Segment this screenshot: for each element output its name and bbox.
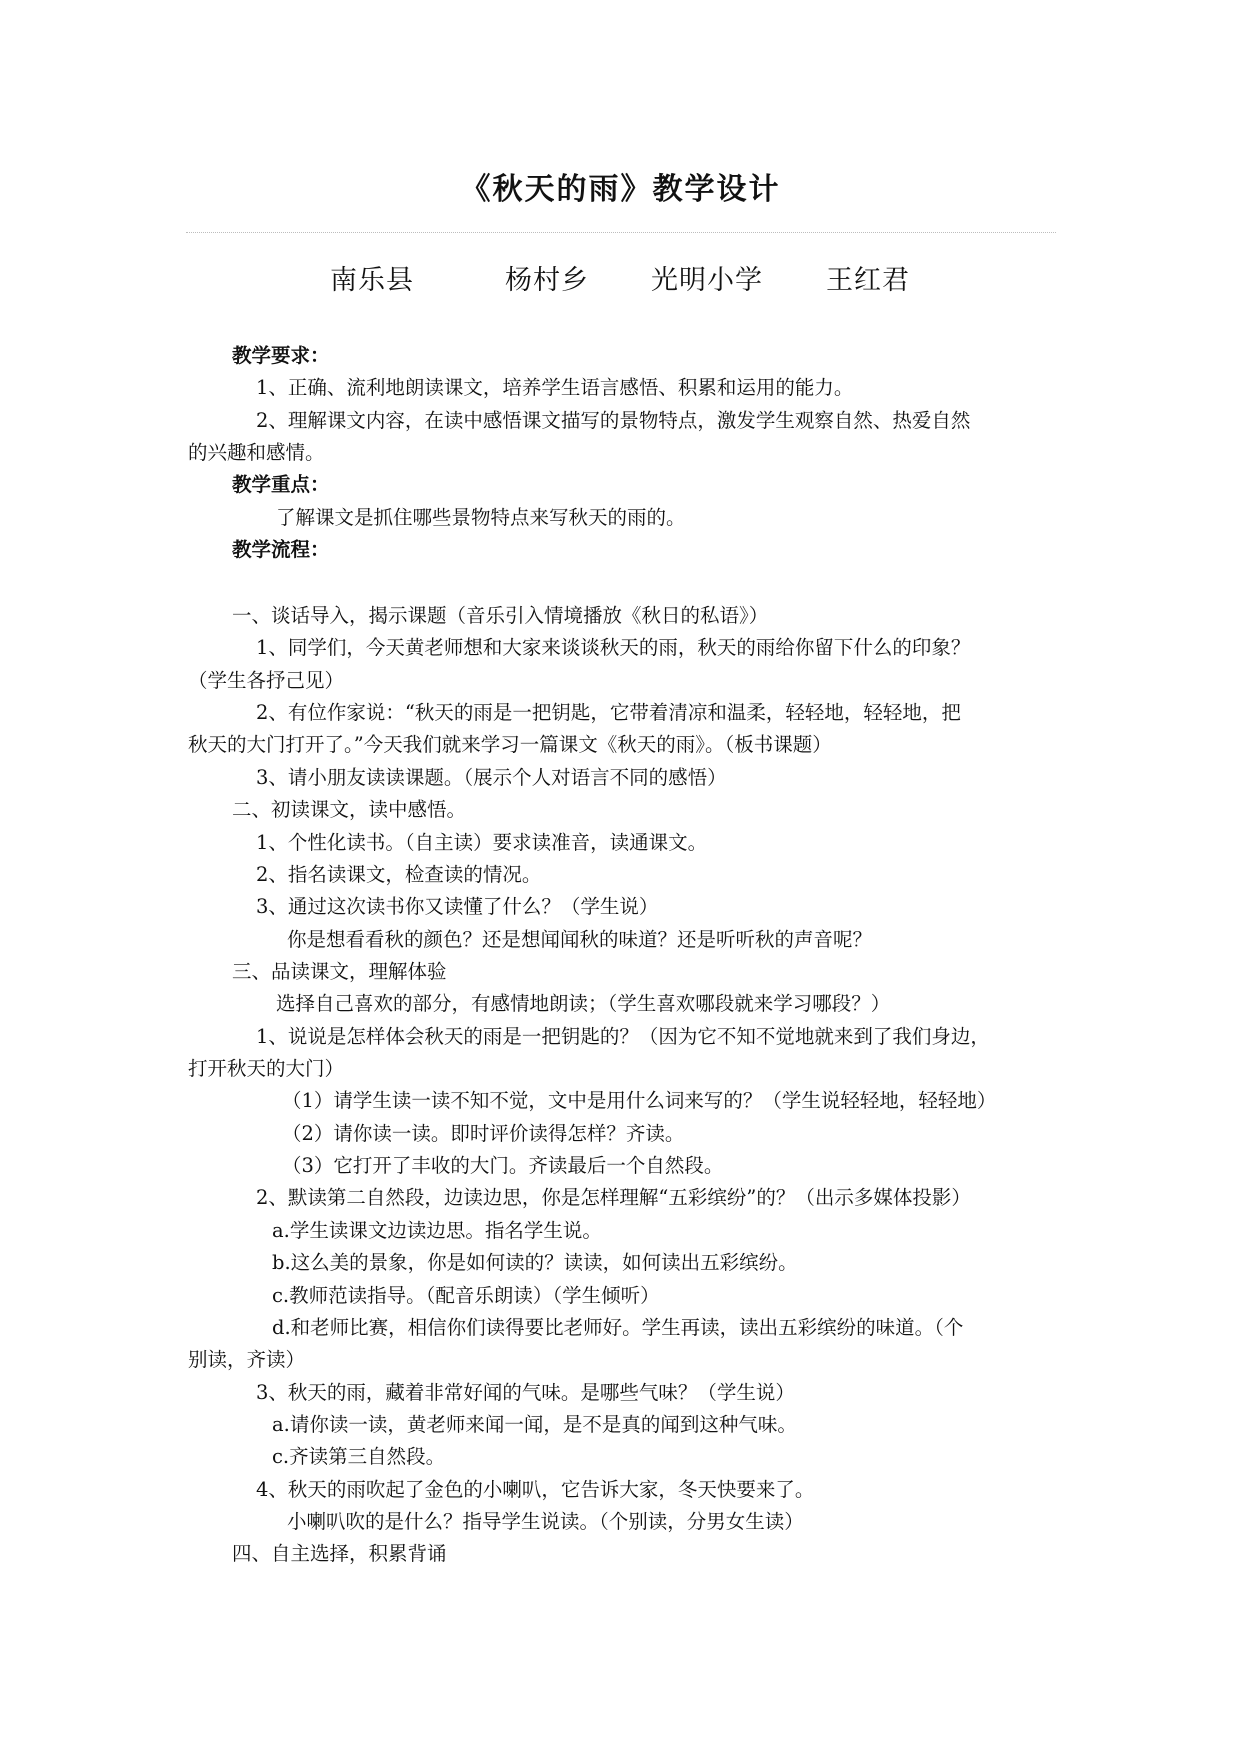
paragraph-line: b.这么美的景象，你是如何读的？读读，如何读出五彩缤纷。 (272, 1251, 798, 1274)
paragraph-line: 1、正确、流利地朗读课文，培养学生语言感悟、积累和运用的能力。 (256, 376, 854, 399)
paragraph-line: d.和老师比赛，相信你们读得要比老师好。学生再读，读出五彩缤纷的味道。（个 (272, 1316, 964, 1339)
paragraph-line: 打开秋天的大门） (188, 1057, 345, 1080)
paragraph-line: （3）它打开了丰收的大门。齐读最后一个自然段。 (282, 1154, 724, 1177)
paragraph-line: c.齐读第三自然段。 (272, 1445, 446, 1468)
paragraph-line: 2、理解课文内容，在读中感悟课文描写的景物特点，激发学生观察自然、热爱自然 (256, 409, 971, 432)
page-title: 《秋天的雨》教学设计 (460, 172, 781, 207)
paragraph-line: a.请你读一读，黄老师来闻一闻，是不是真的闻到这种气味。 (272, 1413, 797, 1436)
paragraph-line: （2）请你读一读。即时评价读得怎样？齐读。 (282, 1122, 685, 1145)
paragraph-line: 3、秋天的雨，藏着非常好闻的气味。是哪些气味？（学生说） (256, 1381, 795, 1404)
paragraph-line: 选择自己喜欢的部分，有感情地朗读；（学生喜欢哪段就来学习哪段？） (276, 992, 891, 1015)
paragraph-line: 2、默读第二自然段，边读边思，你是怎样理解“五彩缤纷”的？（出示多媒体投影） (256, 1186, 971, 1209)
paragraph-line: 二、初读课文，读中感悟。 (232, 798, 467, 821)
paragraph-line: 1、同学们，今天黄老师想和大家来谈谈秋天的雨，秋天的雨给你留下什么的印象？ (256, 636, 971, 659)
paragraph-line: 别读，齐读） (188, 1348, 306, 1371)
paragraph-line: 4、秋天的雨吹起了金色的小喇叭，它告诉大家，冬天快要来了。 (256, 1478, 815, 1501)
paragraph-line: 2、指名读课文，检查读的情况。 (256, 863, 542, 886)
paragraph-line: 一、谈话导入，揭示课题（音乐引入情境播放《秋日的私语》） (232, 604, 769, 627)
section-heading-requirements: 教学要求： (232, 344, 330, 367)
paragraph-line: （1）请学生读一读不知不觉，文中是用什么词来写的？（学生说轻轻地，轻轻地） (282, 1089, 997, 1112)
title-divider (186, 232, 1056, 233)
paragraph-line: a.学生读课文边读边思。指名学生说。 (272, 1219, 602, 1242)
section-heading-process: 教学流程： (232, 538, 330, 561)
paragraph-line: 四、自主选择，积累背诵 (232, 1542, 447, 1565)
paragraph-line: （学生各抒己见） (188, 669, 345, 692)
author-township: 杨村乡 (505, 265, 589, 296)
paragraph-line: 2、有位作家说：“秋天的雨是一把钥匙，它带着清凉和温柔，轻轻地，轻轻地，把 (256, 701, 961, 724)
section-heading-focus: 教学重点： (232, 473, 330, 496)
author-name: 王红君 (826, 265, 910, 296)
paragraph-line: c.教师范读指导。（配音乐朗读）（学生倾听） (272, 1284, 660, 1307)
paragraph-line: 的兴趣和感情。 (188, 441, 325, 464)
paragraph-line: 秋天的大门打开了。”今天我们就来学习一篇课文《秋天的雨》。（板书课题） (188, 733, 832, 756)
paragraph-line: 1、说说是怎样体会秋天的雨是一把钥匙的？（因为它不知不觉地就来到了我们身边， (256, 1025, 990, 1048)
author-school: 光明小学 (651, 265, 763, 296)
author-county: 南乐县 (330, 265, 414, 296)
paragraph-line: 了解课文是抓住哪些景物特点来写秋天的雨的。 (276, 506, 686, 529)
paragraph-line: 你是想看看秋的颜色？还是想闻闻秋的味道？还是听听秋的声音呢？ (287, 928, 873, 951)
paragraph-line: 小喇叭吹的是什么？指导学生说读。（个别读，分男女生读） (287, 1510, 804, 1533)
paragraph-line: 3、通过这次读书你又读懂了什么？（学生说） (256, 895, 659, 918)
paragraph-line: 三、品读课文，理解体验 (232, 960, 447, 983)
paragraph-line: 1、个性化读书。（自主读）要求读准音，读通课文。 (256, 831, 708, 854)
paragraph-line: 3、请小朋友读读课题。（展示个人对语言不同的感悟） (256, 766, 727, 789)
